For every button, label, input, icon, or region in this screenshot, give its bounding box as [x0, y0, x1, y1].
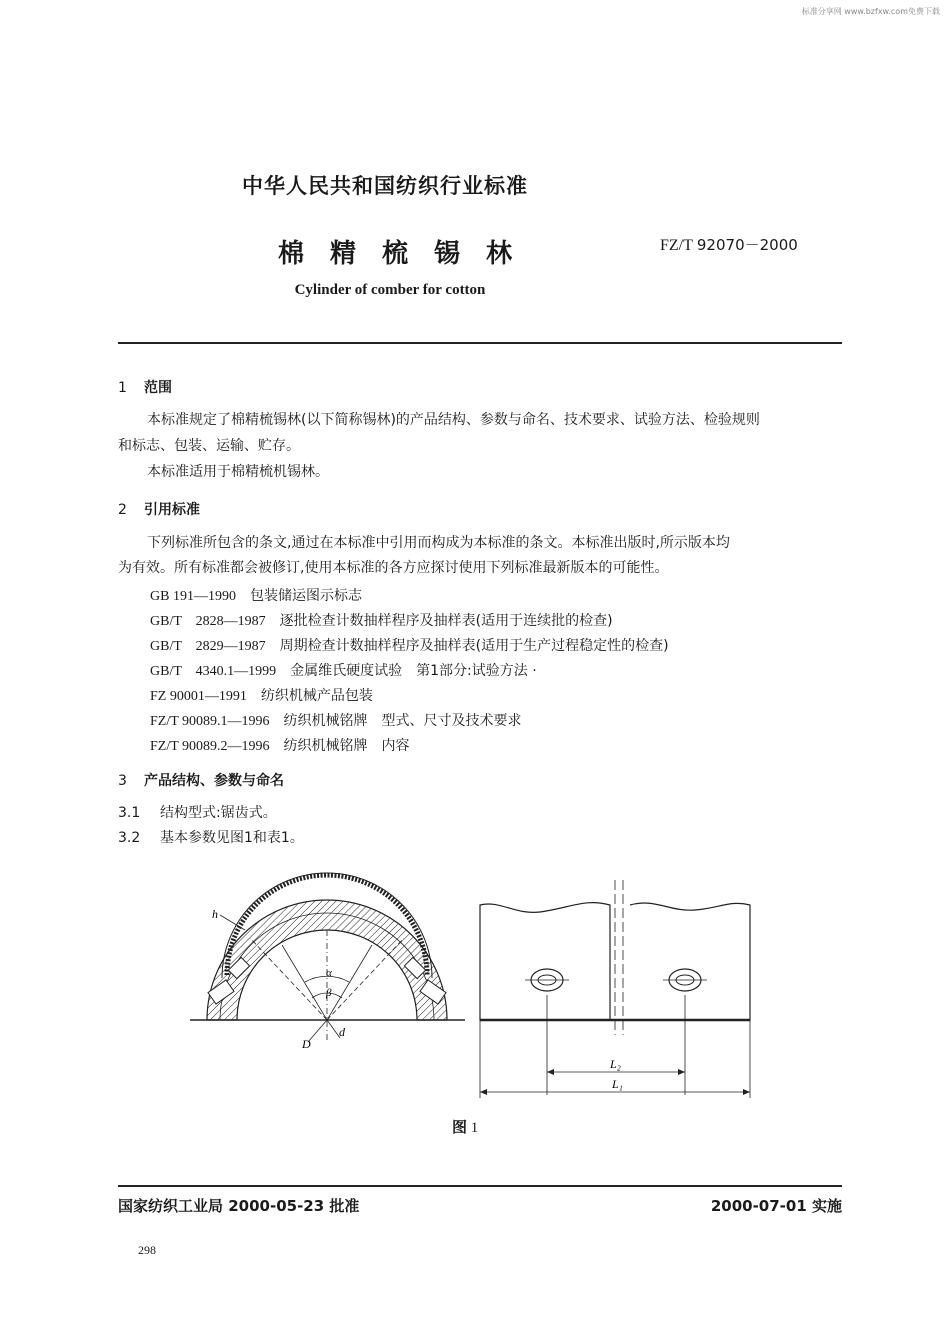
section-2-para-line-2: 为有效。所有标准都会被修订,使用本标准的各方应探讨使用下列标准最新版本的可能性。 [118, 560, 669, 576]
section-2-heading: 2 引用标准 [118, 502, 200, 518]
implementation-date: 2000-07-01 实施 [710, 1197, 842, 1215]
standard-number [660, 234, 798, 255]
reference-item: FZ/T 90089.1—1996 纺织机械铭牌 型式、尺寸及技术要求 [150, 713, 522, 729]
reference-item: GB/T 4340.1—1999 金属维氏硬度试验 第1部分:试验方法 · [150, 663, 537, 679]
approval-date: 国家纺织工业局 2000-05-23 批准 [118, 1197, 360, 1215]
figure-1-drawing [190, 870, 770, 1100]
label-beta: β [326, 987, 332, 999]
watermark: 标准分享网 www.bzfxw.com免费下载 [801, 7, 940, 16]
cylinder-cross-section [190, 873, 465, 1051]
page-number: 298 [138, 1243, 156, 1257]
standard-code: 92070－2000 [696, 236, 798, 254]
document-title-en: Cylinder of comber for cotton [294, 282, 486, 298]
reference-item: FZ/T 90089.2—1996 纺织机械铭牌 内容 [150, 738, 410, 754]
standard-prefix: FZ/T [660, 237, 693, 254]
section-1-heading: 1 范围 [118, 380, 172, 396]
label-L2: L₂ [610, 1057, 621, 1071]
header-divider [118, 342, 842, 344]
document-title-cn: 棉精梳锡林 [278, 239, 539, 269]
label-h: h [212, 907, 218, 921]
section-2-para-line-1: 下列标准所包含的条文,通过在本标准中引用而构成为本标准的条文。本标准出版时,所示版本均 [147, 535, 730, 551]
clause-3-1: 3.1 结构型式:锯齿式。 [118, 805, 277, 821]
industry-standard-heading: 中华人民共和国纺织行业标准 [242, 174, 528, 198]
reference-item: FZ 90001—1991 纺织机械产品包装 [150, 688, 373, 704]
footer-divider [118, 1185, 842, 1187]
label-L1: L₁ [612, 1077, 623, 1091]
section-1-para-1-line-2: 和标志、包装、运输、贮存。 [118, 438, 300, 454]
label-d: d [339, 1025, 345, 1039]
label-alpha: α [326, 967, 332, 979]
section-1-para-2: 本标准适用于棉精梳机锡林。 [147, 464, 329, 480]
cylinder-plan-view [480, 880, 750, 1098]
figure-1-caption: 图 1 [452, 1120, 479, 1136]
label-D: D [302, 1037, 311, 1051]
section-3-heading: 3 产品结构、参数与命名 [118, 773, 284, 789]
reference-item: GB/T 2828—1987 逐批检查计数抽样程序及抽样表(适用于连续批的检查) [150, 613, 613, 629]
section-1-para-1-line-1: 本标准规定了棉精梳锡林(以下简称锡林)的产品结构、参数与命名、技术要求、试验方法、检验规则 [147, 412, 760, 428]
reference-item: GB 191—1990 包装储运图示标志 [150, 588, 362, 604]
reference-item: GB/T 2829—1987 周期检查计数抽样程序及抽样表(适用于生产过程稳定性的检查) [150, 638, 669, 654]
clause-3-2: 3.2 基本参数见图1和表1。 [118, 830, 304, 846]
